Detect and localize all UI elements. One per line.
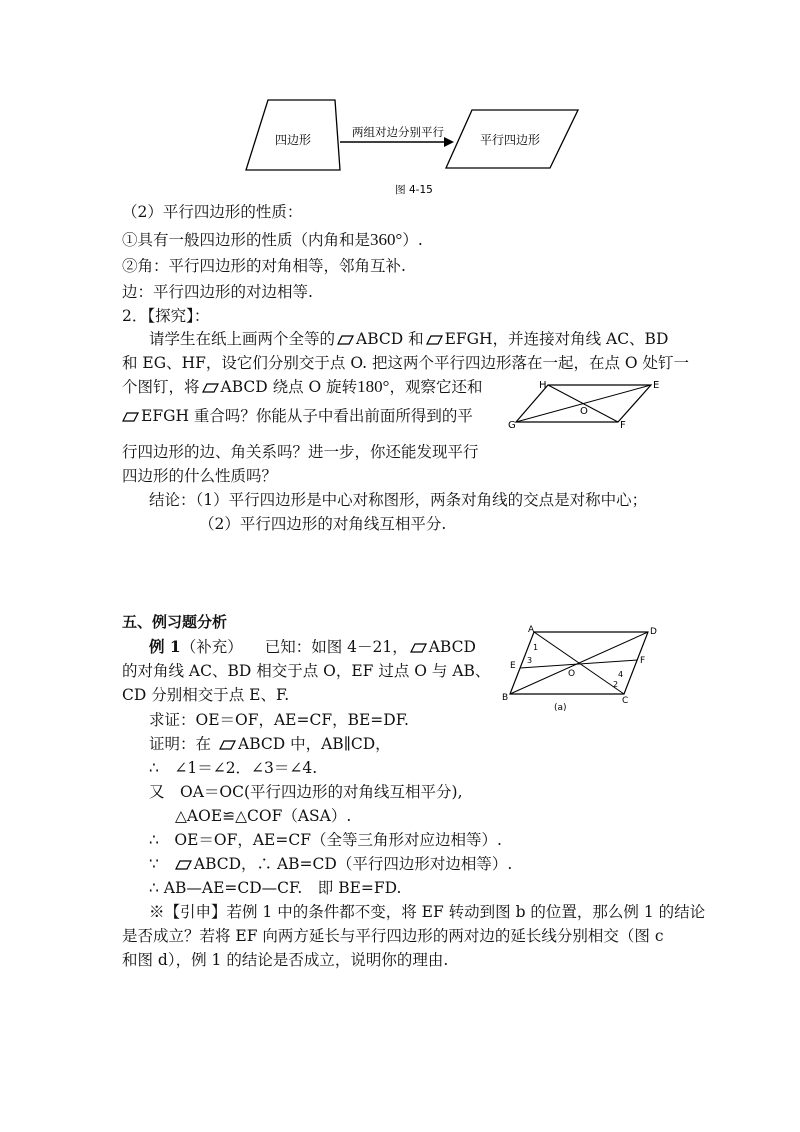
conclusion-2: （2）平行四边形的对角线互相平分. bbox=[199, 515, 447, 533]
parallelogram-symbol-icon bbox=[426, 335, 443, 345]
figure-efgh bbox=[508, 374, 668, 434]
proof-step-5-text: ABCD，∴ AB=CD（平行四边形对边相等）. bbox=[193, 855, 513, 873]
label-e: E bbox=[510, 661, 516, 671]
proof-start-a: 证明：在 bbox=[149, 735, 212, 753]
label-a: A bbox=[528, 625, 535, 635]
extension-line-2: 是否成立？若将 EF 向两方延长与平行四边形的两对边的延长线分别相交（图 c bbox=[122, 927, 664, 945]
figure-4-15 bbox=[240, 96, 590, 201]
figure-caption: 图 4-15 bbox=[395, 184, 433, 196]
parallelogram-symbol-icon bbox=[337, 335, 354, 345]
explore-text-3b: ABCD 绕点 O 旋转 bbox=[220, 378, 358, 396]
proof-start bbox=[149, 733, 391, 755]
parallelogram-symbol-icon bbox=[219, 740, 236, 750]
angle-3: 3 bbox=[527, 656, 533, 665]
explore-text-1c: EFGH，并连接对角线 AC、BD bbox=[444, 330, 669, 348]
label-h: H bbox=[539, 380, 547, 391]
example-1-label: 例 1 bbox=[149, 637, 181, 656]
explore-line-1 bbox=[149, 328, 668, 350]
quadrilateral-label: 四边形 bbox=[274, 133, 312, 147]
parallelogram-symbol-icon bbox=[175, 860, 192, 870]
property-1-end: ）. bbox=[402, 231, 423, 249]
extension-line-3: 和图 d），例 1 的结论是否成立，说明你的理由. bbox=[122, 951, 449, 969]
property-heading: （2）平行四边形的性质： bbox=[122, 203, 303, 221]
label-o: O bbox=[568, 669, 576, 679]
example-1-supp: （补充） bbox=[180, 638, 243, 656]
proof-step-1: ∴ ∠1＝∠2．∠3＝∠4. bbox=[149, 759, 318, 777]
arrow-head-icon bbox=[444, 137, 454, 147]
property-3: 边：平行四边形的对边相等. bbox=[122, 283, 313, 301]
extension-line-1: ※【引申】若例 1 中的条件都不变，将 EF 转动到图 b 的位置，那么例 1 的结论 bbox=[149, 903, 706, 921]
proof-step-3: △AOE≌△COF（ASA）. bbox=[175, 807, 352, 825]
example-1-line-2: 的对角线 AC、BD 相交于点 O，EF 过点 O 与 AB、 bbox=[122, 662, 491, 680]
explore-text-1b: ABCD 和 bbox=[356, 330, 424, 348]
explore-line-2: 和 EG、HF，设它们分别交于点 O. 把这两个平行四边形落在一起，在点 O 处钉一 bbox=[122, 354, 690, 372]
property-2: ②角：平行四边形的对角相等，邻角互补. bbox=[122, 257, 406, 275]
explore-line-5: 行四边形的边、角关系吗？进一步，你还能发现平行 bbox=[122, 443, 479, 461]
property-1 bbox=[122, 229, 423, 251]
arrow-label: 两组对边分别平行 bbox=[352, 125, 444, 139]
degree-180: 180° bbox=[357, 377, 390, 396]
label-g: G bbox=[508, 420, 516, 431]
angle-1: 1 bbox=[533, 643, 539, 652]
explore-line-3 bbox=[122, 376, 483, 398]
figure-4-21a bbox=[498, 624, 668, 716]
section-5-heading: 五、例习题分析 bbox=[122, 613, 228, 631]
explore-text-3c: ，观察它还和 bbox=[389, 378, 483, 396]
angle-4: 4 bbox=[618, 670, 624, 679]
label-c: C bbox=[622, 696, 629, 706]
proof-step-5 bbox=[149, 853, 512, 875]
label-e: E bbox=[653, 380, 660, 391]
explore-line-4 bbox=[122, 405, 473, 427]
segment-ef bbox=[520, 660, 637, 668]
example-1-given-b: ABCD bbox=[428, 638, 476, 656]
label-f: F bbox=[620, 420, 626, 431]
example-1-given: 已知：如图 4－21， bbox=[264, 638, 408, 656]
figure-caption-a: (a) bbox=[554, 703, 567, 713]
property-1-text: ①具有一般四边形的性质（内角和是 bbox=[122, 231, 371, 249]
proof-step-4: ∴ OE＝OF，AE=CF（全等三角形对应边相等）. bbox=[149, 831, 502, 849]
prove-statement: 求证：OE＝OF，AE=CF，BE=DF. bbox=[149, 711, 409, 729]
label-o: O bbox=[580, 406, 588, 417]
proof-step-6: ∴ AB—AE=CD—CF. 即 BE=FD. bbox=[149, 879, 402, 897]
angle-2: 2 bbox=[613, 680, 619, 689]
proof-start-b: ABCD 中，AB∥CD， bbox=[238, 735, 391, 753]
example-1-line-1 bbox=[149, 636, 476, 658]
label-f: F bbox=[640, 656, 646, 666]
label-b: B bbox=[502, 693, 509, 703]
explore-line-6: 四边形的什么性质吗？ bbox=[122, 467, 278, 485]
parallelogram-symbol-icon bbox=[122, 412, 139, 422]
label-d: D bbox=[650, 627, 657, 637]
explore-heading: 2．【探究】： bbox=[122, 307, 210, 325]
explore-text-4: EFGH 重合吗？你能从子中看出前面所得到的平 bbox=[141, 407, 473, 425]
explore-text-1a: 请学生在纸上画两个全等的 bbox=[149, 330, 336, 348]
parallelogram-label: 平行四边形 bbox=[479, 133, 541, 147]
parallelogram-symbol-icon bbox=[410, 643, 427, 653]
because-symbol: ∵ bbox=[149, 855, 159, 873]
explore-text-3a: 个图钉，将 bbox=[122, 378, 200, 396]
example-1-line-3: CD 分别相交于点 E、F. bbox=[122, 686, 290, 704]
proof-step-2: 又 OA＝OC(平行四边形的对角线互相平分), bbox=[149, 783, 463, 801]
parallelogram-symbol-icon bbox=[202, 383, 219, 393]
conclusion-1: 结论：（1）平行四边形是中心对称图形，两条对角线的交点是对称中心； bbox=[149, 491, 648, 509]
degree-360: 360° bbox=[370, 230, 403, 249]
